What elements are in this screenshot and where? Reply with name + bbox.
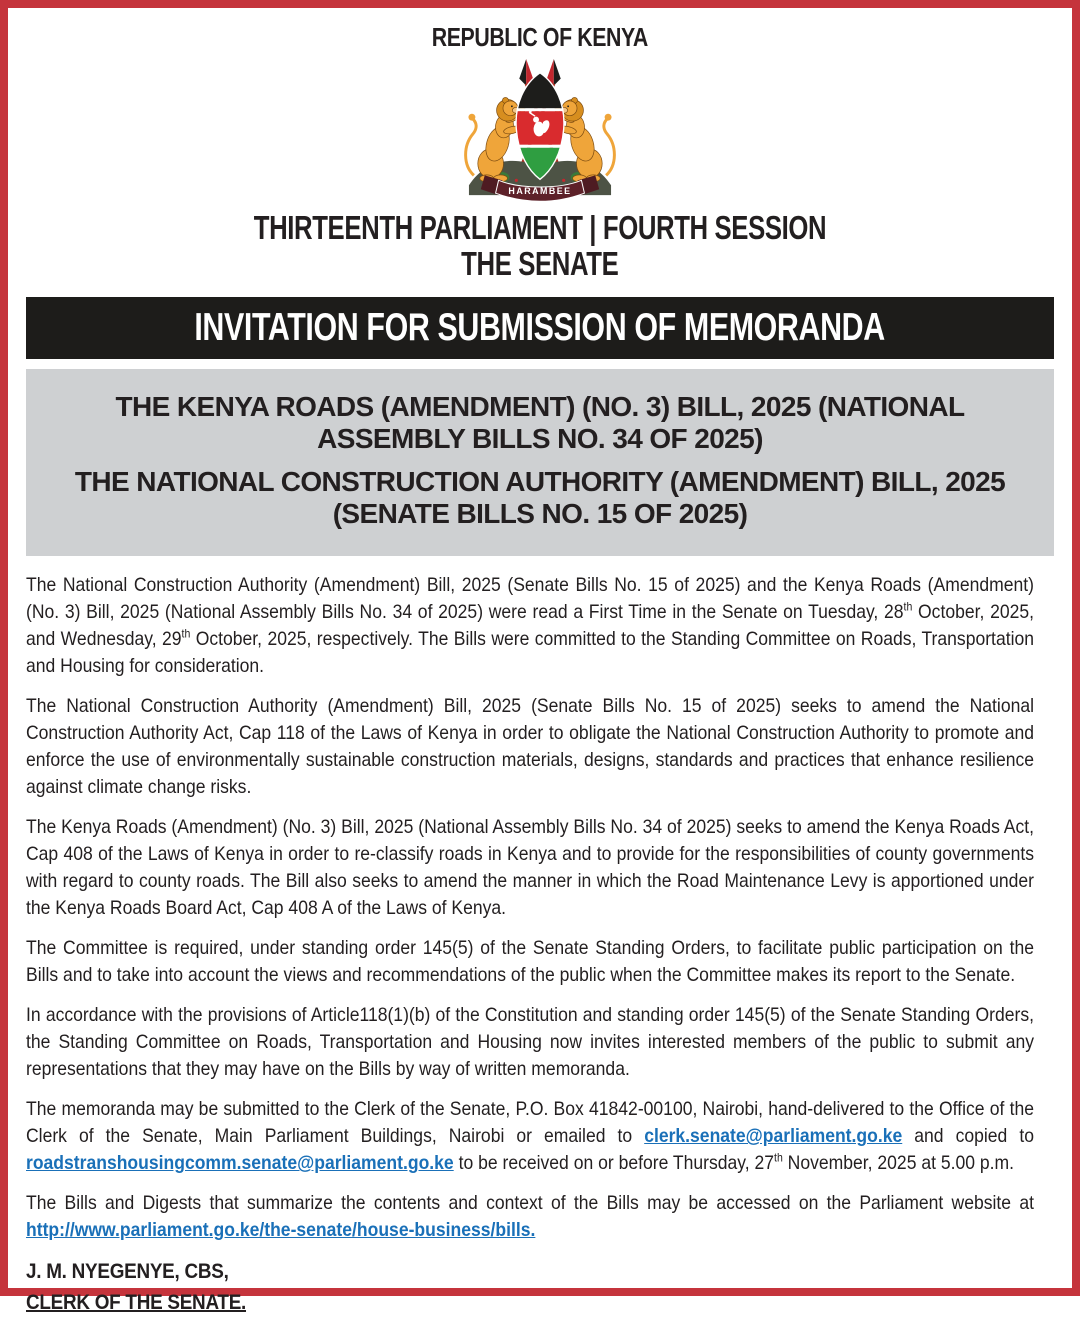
paragraph-committee-mandate <box>26 935 1034 989</box>
notice-banner-title: INVITATION FOR SUBMISSION OF MEMORANDA <box>194 305 886 349</box>
text-segment: and copied to <box>902 1125 1034 1148</box>
kenya-coat-of-arms <box>26 55 1054 210</box>
paragraph-invitation <box>26 1002 1034 1083</box>
notice-body <box>26 572 1034 1318</box>
signatory-title: CLERK OF THE SENATE. <box>26 1290 247 1314</box>
senate-line <box>26 246 1054 282</box>
text-segment: The memoranda may be submitted to the Clerk of the Senate, P.O. Box 41842-00100, Nairobi, hand-delivered to the Office of the Clerk of the Senate, Main Parliament Buildings, Nairobi or emailed to <box>26 1098 1034 1148</box>
text-segment: October, 2025, and Wednesday, 29 <box>26 601 1034 651</box>
ordinal-superscript: th <box>774 1151 783 1165</box>
paragraph-submission-details <box>26 1096 1034 1177</box>
signature-block <box>26 1257 1034 1318</box>
bill-title-nca: THE NATIONAL CONSTRUCTION AUTHORITY (AMENDMENT) BILL, 2025 (SENATE BILLS NO. 15 OF 2025) <box>74 465 1006 529</box>
signatory-name: J. M. NYEGENYE, CBS, <box>26 1260 229 1284</box>
text-segment: to be received on or before Thursday, 27 <box>453 1152 775 1175</box>
harambee-motto: HARAMBEE <box>508 186 572 197</box>
ordinal-superscript: th <box>903 600 913 614</box>
text-segment: The Kenya Roads (Amendment) (No. 3) Bill, 2025 (National Assembly Bills No. 34 of 2025) seeks to amend the Kenya Roads Act, Cap 408 of the Laws of Kenya in order to re-classify roads in Kenya and to provide for the responsibilities of county governments with regard to county roads. The Bill also seeks to amend the manner in which the Road Maintenance Levy is apportioned under the Kenya Roads Board Act, Cap 408 A of the Laws of Kenya. <box>26 816 1034 920</box>
notice-banner <box>26 297 1054 359</box>
paragraph-bills-access <box>26 1190 1034 1244</box>
text-segment: November, 2025 at 5.00 p.m. <box>782 1152 1015 1175</box>
ordinal-superscript: th <box>181 627 191 641</box>
kenya-coat-of-arms-graphic <box>437 55 643 205</box>
republic-title: REPUBLIC OF KENYA <box>431 22 649 52</box>
text-segment: October, 2025, respectively. The Bills were committed to the Standing Committee on Roads, Transportation and Housing for consideration. <box>26 628 1034 678</box>
parliament-bills-url-link[interactable]: http://www.parliament.go.ke/the-senate/house-business/bills. <box>26 1219 536 1242</box>
text-segment: The National Construction Authority (Amendment) Bill, 2025 (Senate Bills No. 15 of 2025) and the Kenya Roads (Amendment) (No. 3) Bill, 2025 (National Assembly Bills No. 34 of 2025) were read a First Time in the Senate on Tuesday, 28 <box>26 574 1034 624</box>
parliament-session-line <box>26 210 1054 246</box>
clerk-senate-email-link[interactable]: clerk.senate@parliament.go.ke <box>644 1125 903 1148</box>
text-segment: In accordance with the provisions of Article118(1)(b) of the Constitution and standing order 145(5) of the Senate Standing Orders, the Standing Committee on Roads, Transportation and Housing now invites interested members of the public to submit any representations that they may have on the Bills by way of written memoranda. <box>26 1004 1034 1081</box>
bills-box <box>26 369 1054 557</box>
text-segment: The National Construction Authority (Amendment) Bill, 2025 (Senate Bills No. 15 of 2025) seeks to amend the National Construction Authority Act, Cap 118 of the Laws of Kenya in order to obligate the National Construction Authority to promote and enforce the use of environmentally sustainable construction materials, designs, standards and practices that enhance resilience against climate change risks. <box>26 695 1034 799</box>
senate-title: THE SENATE <box>461 245 619 283</box>
text-segment: The Bills and Digests that summarize the contents and context of the Bills may be accessed on the Parliament website at <box>26 1192 1034 1215</box>
parliament-session-title: THIRTEENTH PARLIAMENT | FOURTH SESSION <box>253 209 827 246</box>
paragraph-nca-bill-purpose <box>26 693 1034 801</box>
text-segment: The Committee is required, under standing order 145(5) of the Senate Standing Orders, to facilitate public participation on the Bills and to take into account the views and recommendations of the public when the Committee makes its report to the Senate. <box>26 937 1034 987</box>
bill-title-kenya-roads: THE KENYA ROADS (AMENDMENT) (NO. 3) BILL, 2025 (NATIONAL ASSEMBLY BILLS NO. 34 OF 2025) <box>115 390 965 455</box>
paragraph-kenya-roads-purpose <box>26 814 1034 922</box>
header <box>26 22 1054 53</box>
roads-committee-email-link[interactable]: roadstranshousingcomm.senate@parliament.go.ke <box>26 1152 454 1175</box>
paragraph-first-reading <box>26 572 1034 680</box>
